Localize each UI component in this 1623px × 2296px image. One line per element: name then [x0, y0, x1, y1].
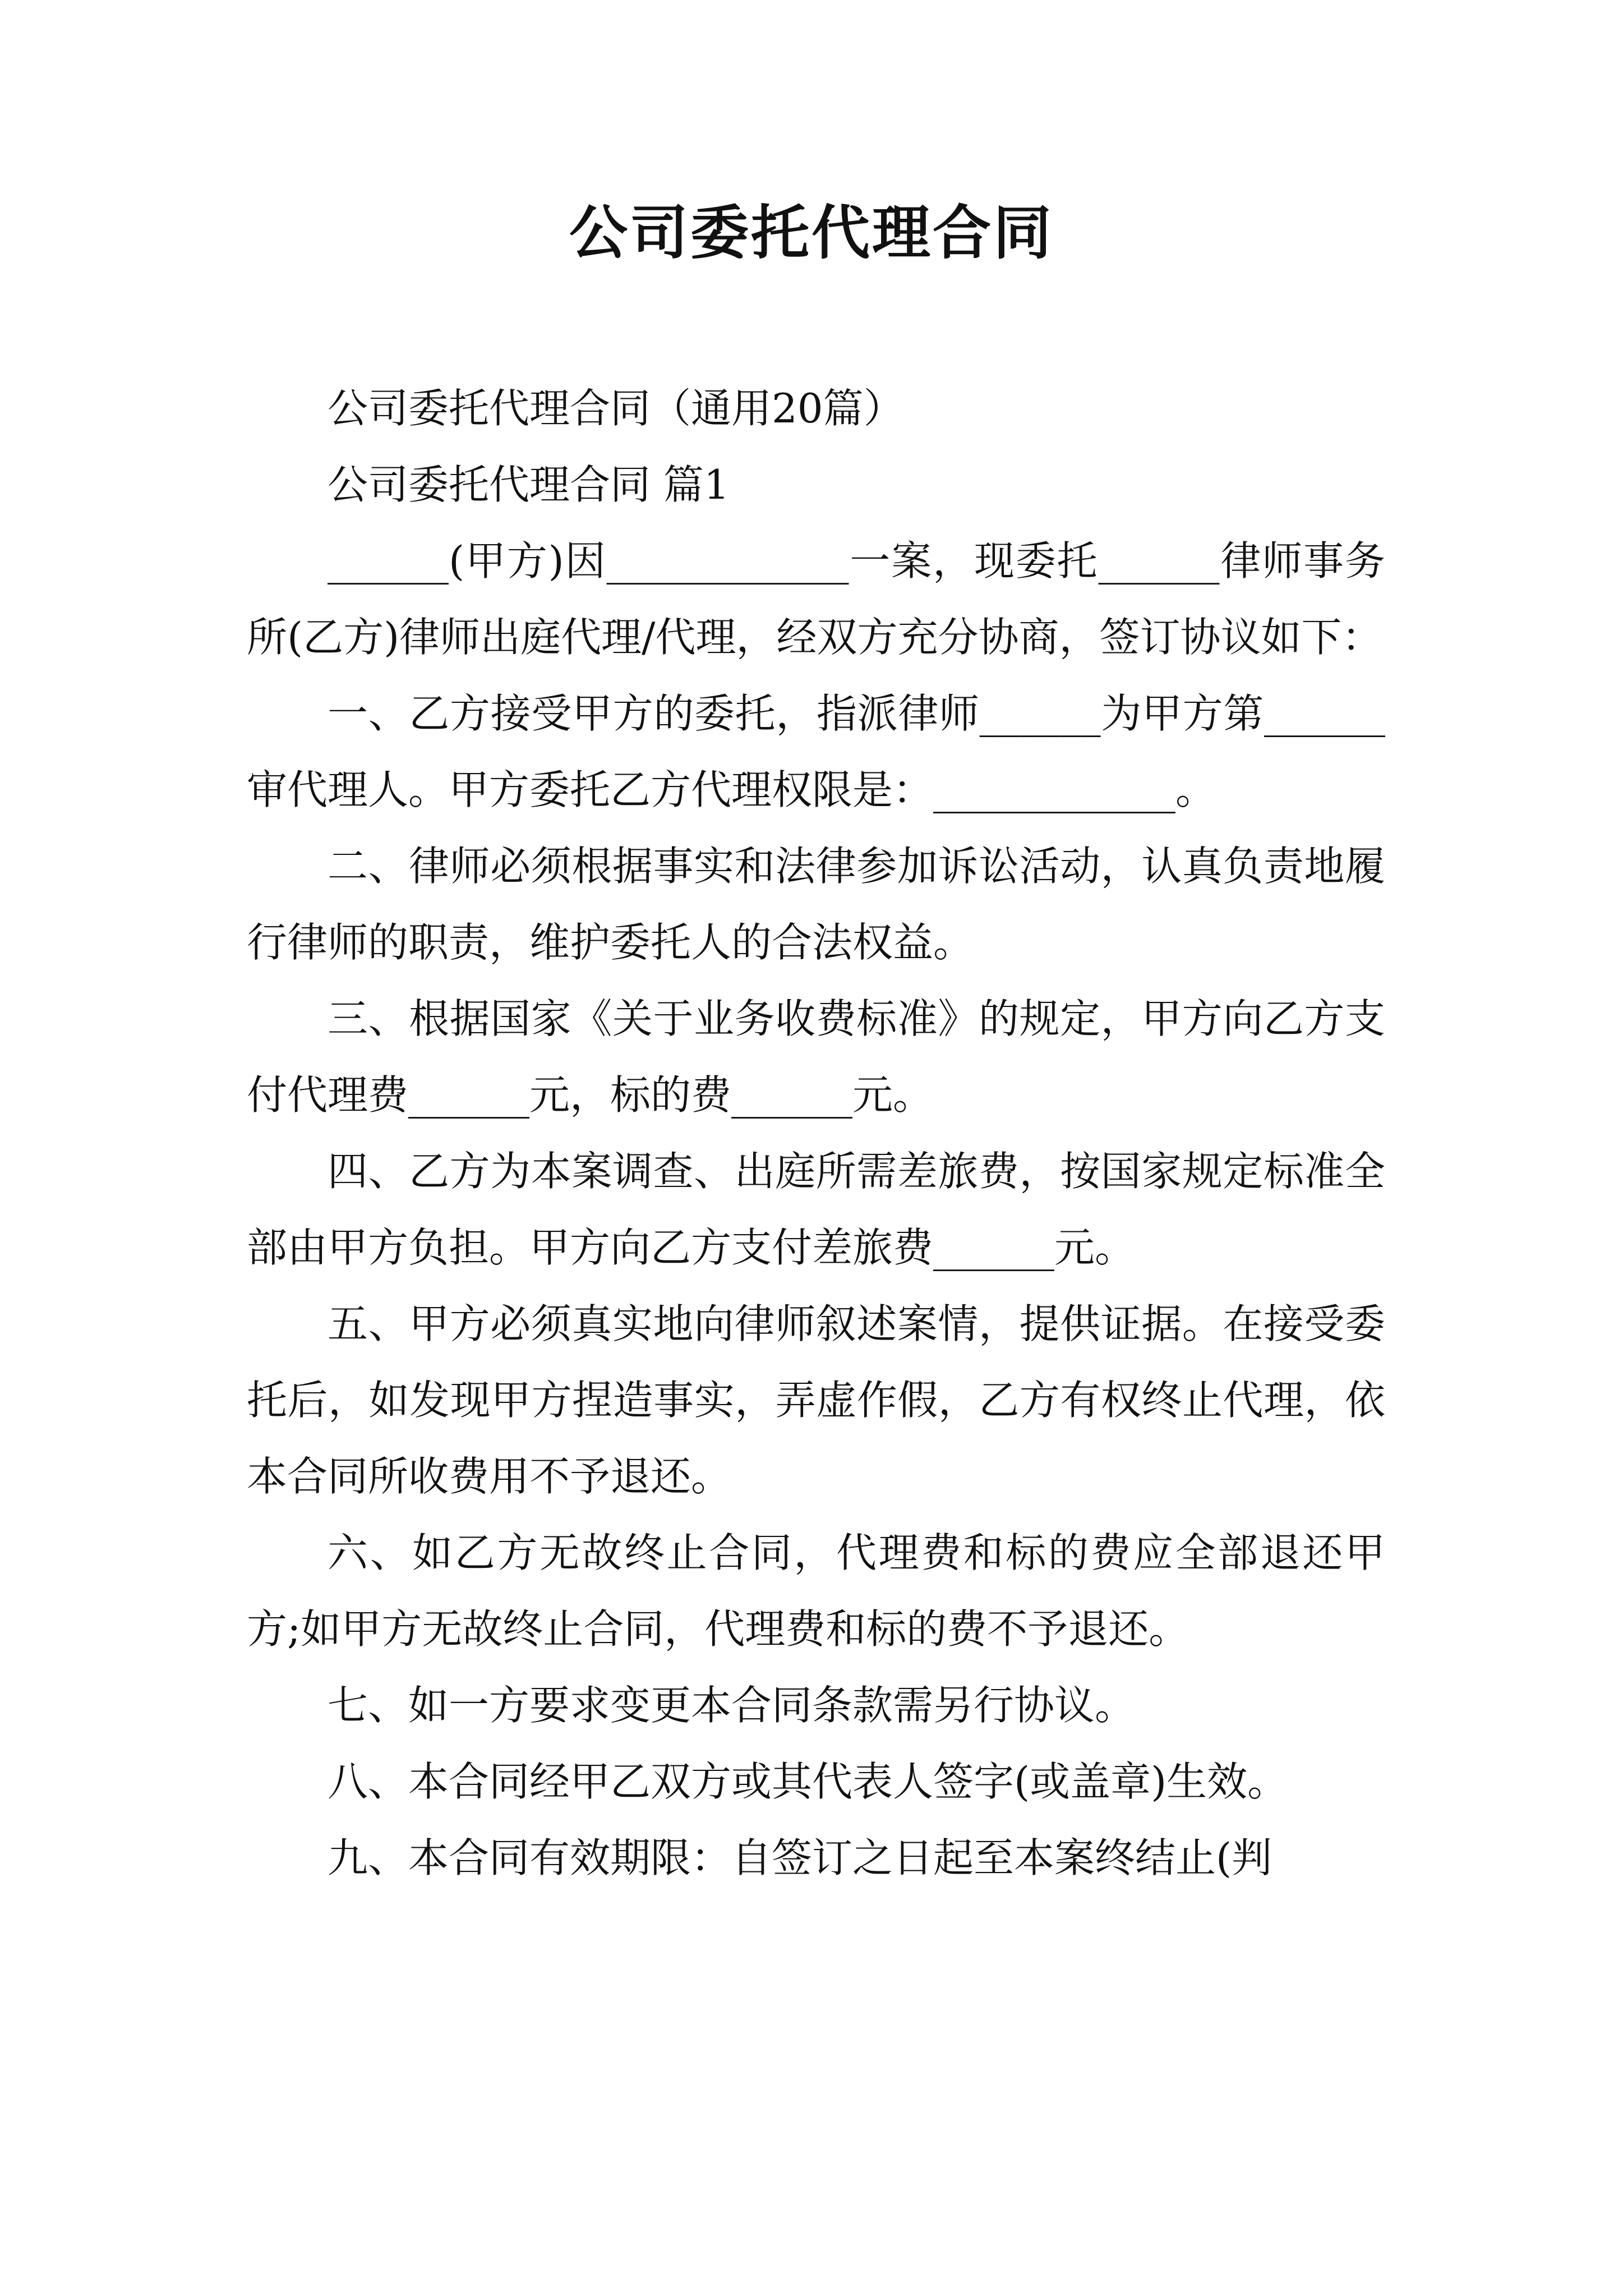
- clause-8: 八、本合同经甲乙双方或其代表人签字(或盖章)生效。: [328, 1758, 1288, 1805]
- clause-3: 三、根据国家《关于业务收费标准》的规定，甲方向乙方支付代理费______元，标的费______元。: [247, 995, 1385, 1119]
- clause-5: 五、甲方必须真实地向律师叙述案情，提供证据。在接受委托后，如发现甲方捏造事实，弄虚作假，乙方有权终止代理，依本合同所收费用不予退还。: [247, 1300, 1385, 1500]
- document-title: 公司委托代理合同: [569, 198, 1054, 267]
- intro-paragraph: ______(甲方)因____________一案，现委托______律师事务所(乙方)律师出庭代理/代理，经双方充分协商，签订协议如下：: [247, 537, 1385, 661]
- clause-9: 九、本合同有效期限：自签订之日起至本案终结止(判: [328, 1834, 1272, 1881]
- clause-4: 四、乙方为本案调查、出庭所需差旅费，按国家规定标准全部由甲方负担。甲方向乙方支付差旅费______元。: [247, 1148, 1385, 1271]
- clause-2: 二、律师必须根据事实和法律参加诉讼活动，认真负责地履行律师的职责，维护委托人的合法权益。: [247, 843, 1385, 966]
- document-body: [247, 370, 1385, 1896]
- clause-7: 七、如一方要求变更本合同条款需另行协议。: [328, 1682, 1136, 1729]
- clause-6: 六、如乙方无故终止合同，代理费和标的费应全部退还甲方;如甲方无故终止合同，代理费和标的费不予退还。: [247, 1529, 1385, 1653]
- document-subtitle: 公司委托代理合同（通用20篇）: [328, 385, 904, 432]
- clause-1: 一、乙方接受甲方的委托，指派律师______为甲方第______审代理人。甲方委托乙方代理权限是：____________。: [247, 690, 1385, 813]
- section-heading: 公司委托代理合同 篇1: [328, 461, 730, 508]
